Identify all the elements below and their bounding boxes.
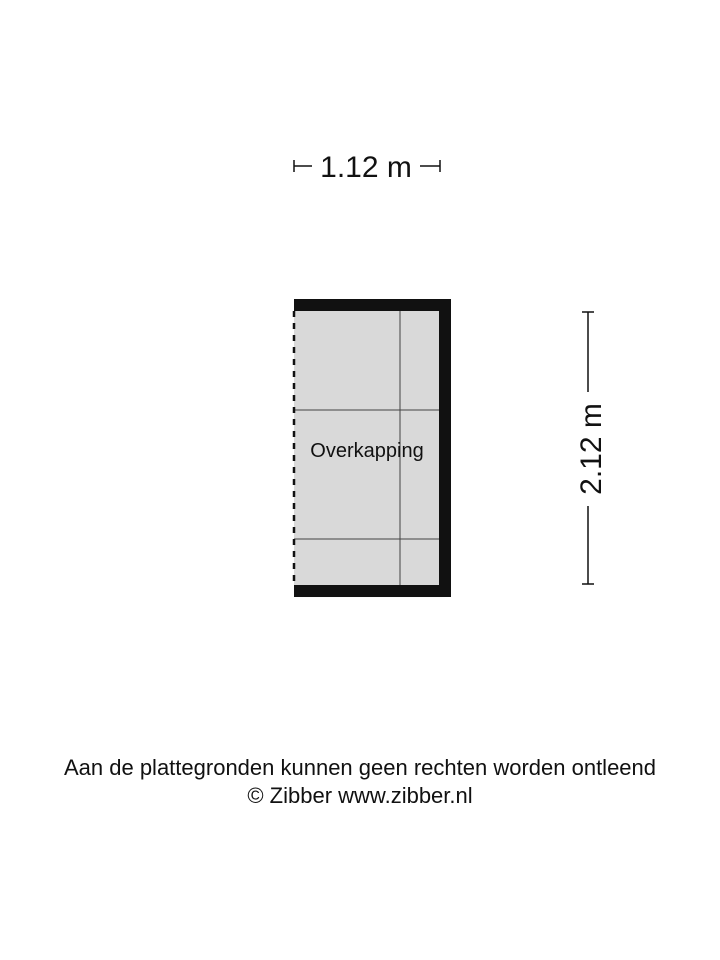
height-dimension-label: 2.12 m bbox=[575, 403, 608, 495]
disclaimer-text: Aan de plattegronden kunnen geen rechten worden ontleend bbox=[63, 755, 657, 780]
room-label: Overkapping bbox=[310, 440, 424, 462]
height-dimension bbox=[575, 312, 608, 584]
width-dimension bbox=[294, 151, 440, 184]
copyright-text: © Zibber www.zibber.nl bbox=[247, 783, 473, 808]
wall-right bbox=[439, 299, 451, 597]
width-dimension-label: 1.12 m bbox=[320, 151, 412, 184]
room-overkapping bbox=[294, 299, 451, 597]
wall-top bbox=[294, 299, 451, 311]
wall-bottom bbox=[294, 585, 451, 597]
